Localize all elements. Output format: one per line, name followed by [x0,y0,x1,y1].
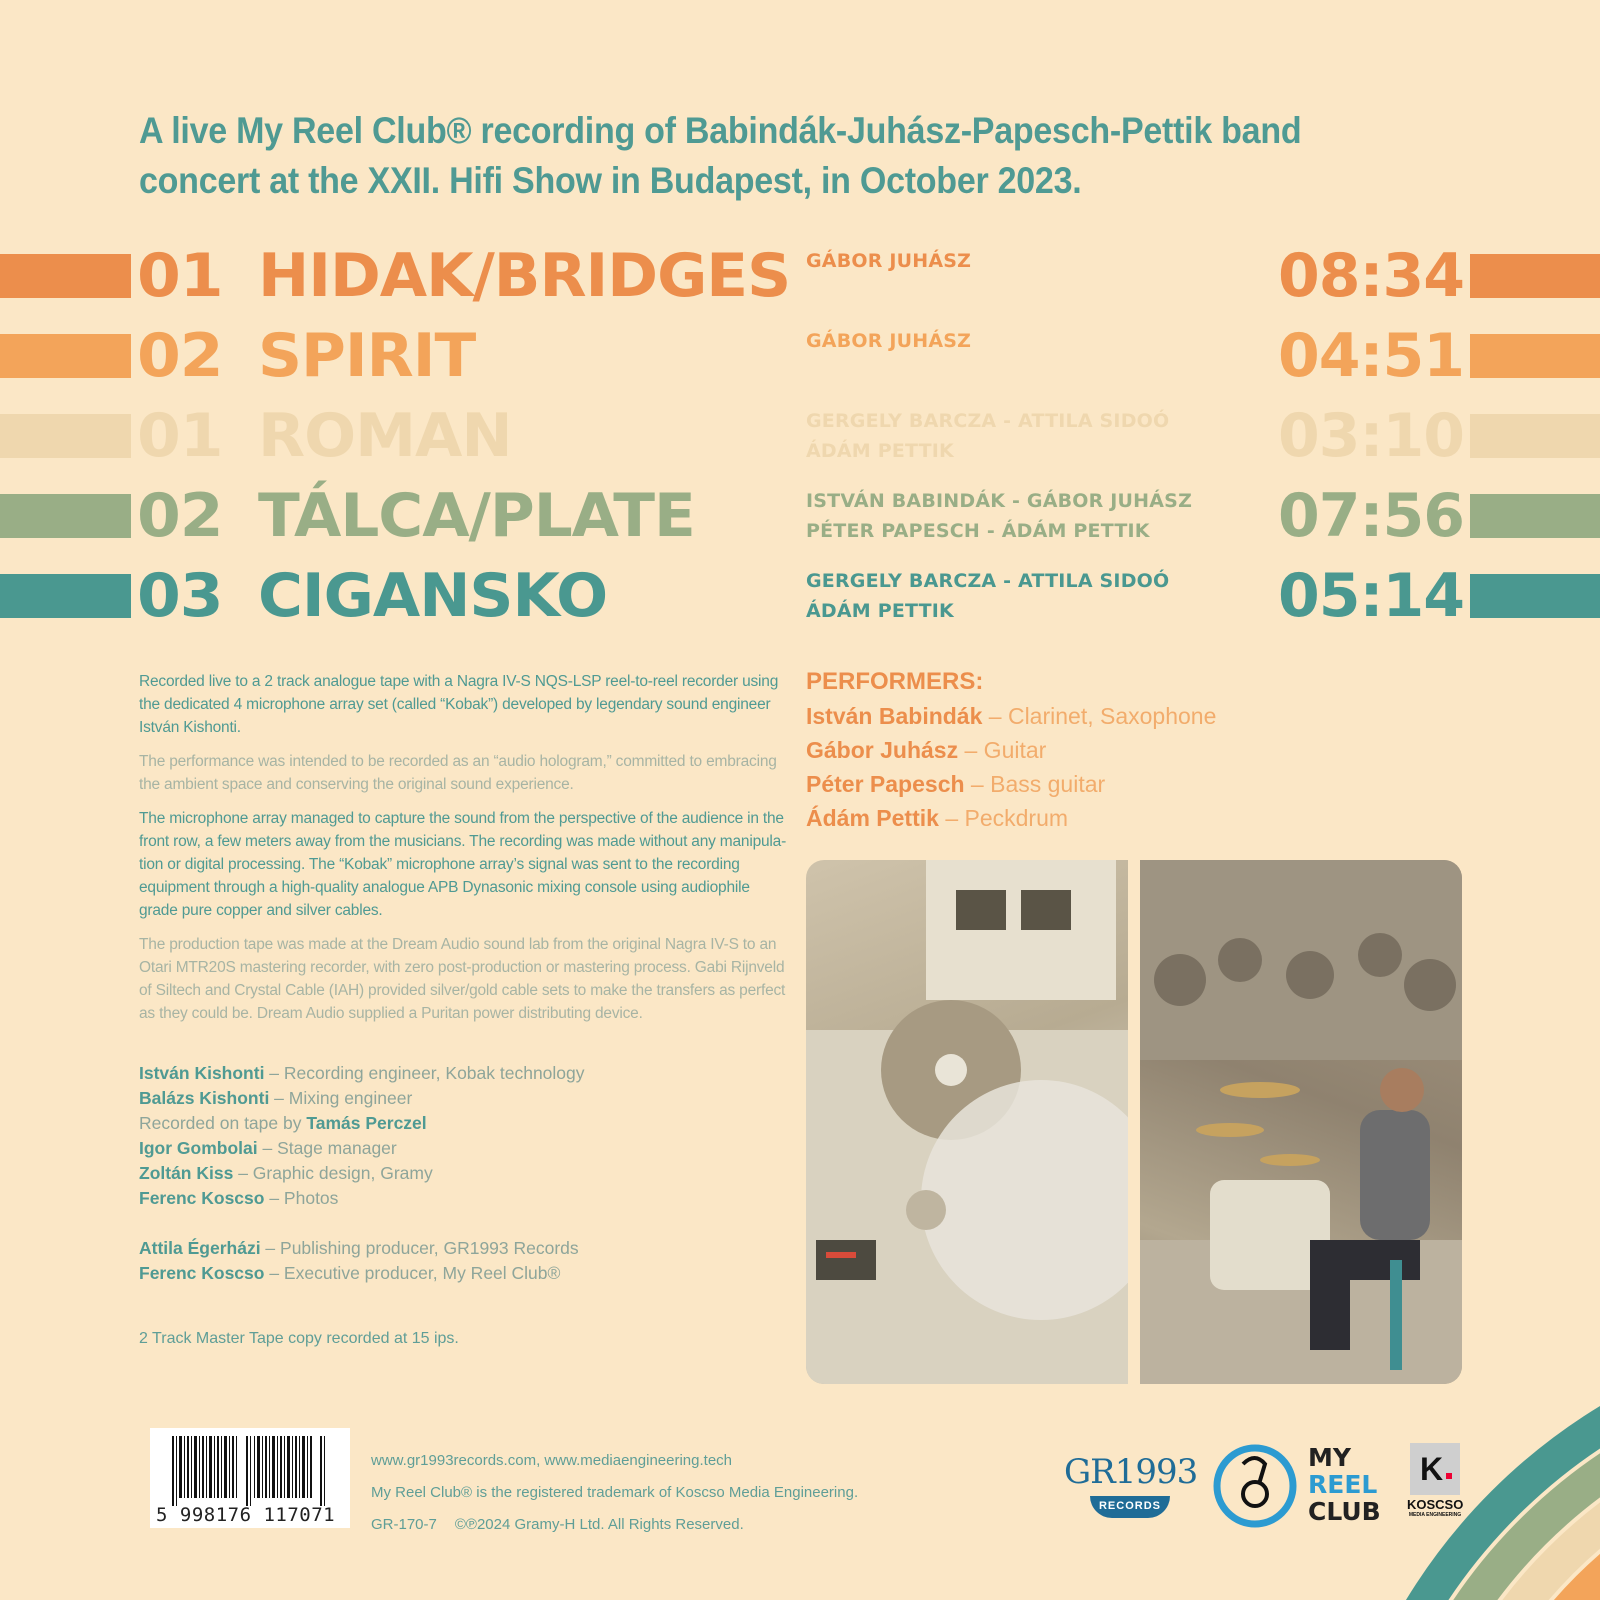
track-row [0,401,1600,471]
track-title: SPIRIT [258,321,476,391]
stripe-left [0,494,131,538]
note-paragraph: The performance was intended to be recorded as an “audio hologram,” committed to embracing the ambient space and conserving the original sound experience. [139,753,777,793]
note-paragraph: Recorded live to a 2 track analogue tape with a Nagra IV-S NQS-LSP reel-to-reel recorder using the dedicated 4 microphone array set (called “Kobak”) developed by legendary sound engineer István Kishonti. [139,673,779,736]
note-paragraph: The microphone array managed to capture the sound from the perspective of the audience in the front row, a few meters away from the musicians. The recording was made without any manipula-tion or digital processing. The “Kobak” microphone array’s signal was sent to the recording equipment through a high-quality analogue APB Dynasonic mixing console using audiophile grade pure copper and silver cables. [139,810,787,919]
track-number: 01 [137,401,223,471]
website-links: www.gr1993records.com, www.mediaengineering.tech [371,1452,733,1469]
track-title: HIDAK/BRIDGES [258,241,791,311]
credit-line: Recorded on tape by Tamás Perczel [139,1113,427,1133]
album-headline: A live My Reel Club® recording of Babindák-Juhász-Papesch-Pettik band concert at the XXII. Hifi Show in Budapest, in October 2023. [139,110,1302,201]
credit-line: Ferenc Koscso – Photos [139,1188,339,1208]
stripe-left [0,574,131,618]
barcode-number: 5 998176 117071 [156,1504,336,1526]
stripe-right [1470,414,1600,458]
credit-line: Zoltán Kiss – Graphic design, Gramy [139,1163,433,1183]
track-composer: ISTVÁN BABINDÁK - GÁBOR JUHÁSZ PÉTER PAPESCH - ÁDÁM PETTIK [806,490,1193,542]
track-title: ROMAN [258,401,512,471]
performer-line: Gábor Juhász – Guitar [806,737,1047,763]
track-row [0,561,1600,631]
tape-recorder-illustration [806,860,1128,1384]
track-number: 01 [137,241,223,311]
producer-line: Attila Égerházi – Publishing producer, GR1993 Records [139,1238,579,1258]
track-composer: GÁBOR JUHÁSZ [806,250,972,272]
catalog-line: GR-170-7 ©℗2024 Gramy-H Ltd. All Rights Reserved. [371,1516,744,1533]
track-composer: GERGELY BARCZA - ATTILA SIDOÓ ÁDÁM PETTIK [806,570,1170,622]
credits-list [139,1061,789,1286]
credit-line: Balázs Kishonti – Mixing engineer [139,1088,413,1108]
reel-icon [1213,1444,1297,1528]
performer-line: Ádám Pettik – Peckdrum [806,805,1069,831]
performer-line: Péter Papesch – Bass guitar [806,771,1106,797]
track-duration: 07:56 [1278,481,1464,551]
credit-line: Igor Gombolai – Stage manager [139,1138,397,1158]
footer-info [371,1445,858,1541]
track-title: CIGANSKO [258,561,608,631]
track-row [0,241,1600,311]
tape-note: 2 Track Master Tape copy recorded at 15 ips. [139,1330,459,1347]
barcode [150,1428,350,1528]
credit-line: István Kishonti – Recording engineer, Kobak technology [139,1063,585,1083]
stripe-right [1470,254,1600,298]
photo-tape-recorder [806,860,1128,1384]
gr1993-logo: GR1993 RECORDS [1062,1448,1192,1524]
stripe-left [0,254,131,298]
drummer-illustration [1140,860,1462,1384]
trademark-note: My Reel Club® is the registered trademark of Koscso Media Engineering. [371,1484,859,1501]
performer-line: István Babindák – Clarinet, Saxophone [806,703,1217,729]
performers-heading: PERFORMERS: [806,668,984,695]
producer-line: Ferenc Koscso – Executive producer, My Reel Club® [139,1263,561,1283]
track-row [0,481,1600,551]
my-reel-club-logo: MY REEL CLUB [1308,1443,1381,1526]
photo-drummer [1140,860,1462,1384]
track-number: 02 [137,481,223,551]
stripe-left [0,414,131,458]
track-duration: 03:10 [1278,401,1464,471]
stripe-right [1470,334,1600,378]
track-title: TÁLCA/PLATE [258,481,695,551]
track-composer: GÁBOR JUHÁSZ [806,330,972,352]
performers-block [806,665,1306,835]
track-number: 02 [137,321,223,391]
stripe-right [1470,574,1600,618]
track-composer: GERGELY BARCZA - ATTILA SIDOÓ ÁDÁM PETTIK [806,410,1170,462]
liner-notes [139,670,789,1036]
stripe-left [0,334,131,378]
track-number: 03 [137,561,223,631]
track-row [0,321,1600,391]
koscso-logo: K KOSCSO MEDIA ENGINEERING [1407,1443,1463,1518]
track-duration: 08:34 [1278,241,1464,311]
track-duration: 04:51 [1278,321,1464,391]
track-duration: 05:14 [1278,561,1464,631]
note-paragraph: The production tape was made at the Dream Audio sound lab from the original Nagra IV-S to an Otari MTR20S mastering recorder, with zero post-production or mastering process. Gabi Rijnveld of Siltech and Crystal Cable (IAH) provided silver/gold cable sets to make the transfers as perfect as they could be. Dream Audio supplied a Puritan power distributing device. [139,936,786,1022]
stripe-right [1470,494,1600,538]
